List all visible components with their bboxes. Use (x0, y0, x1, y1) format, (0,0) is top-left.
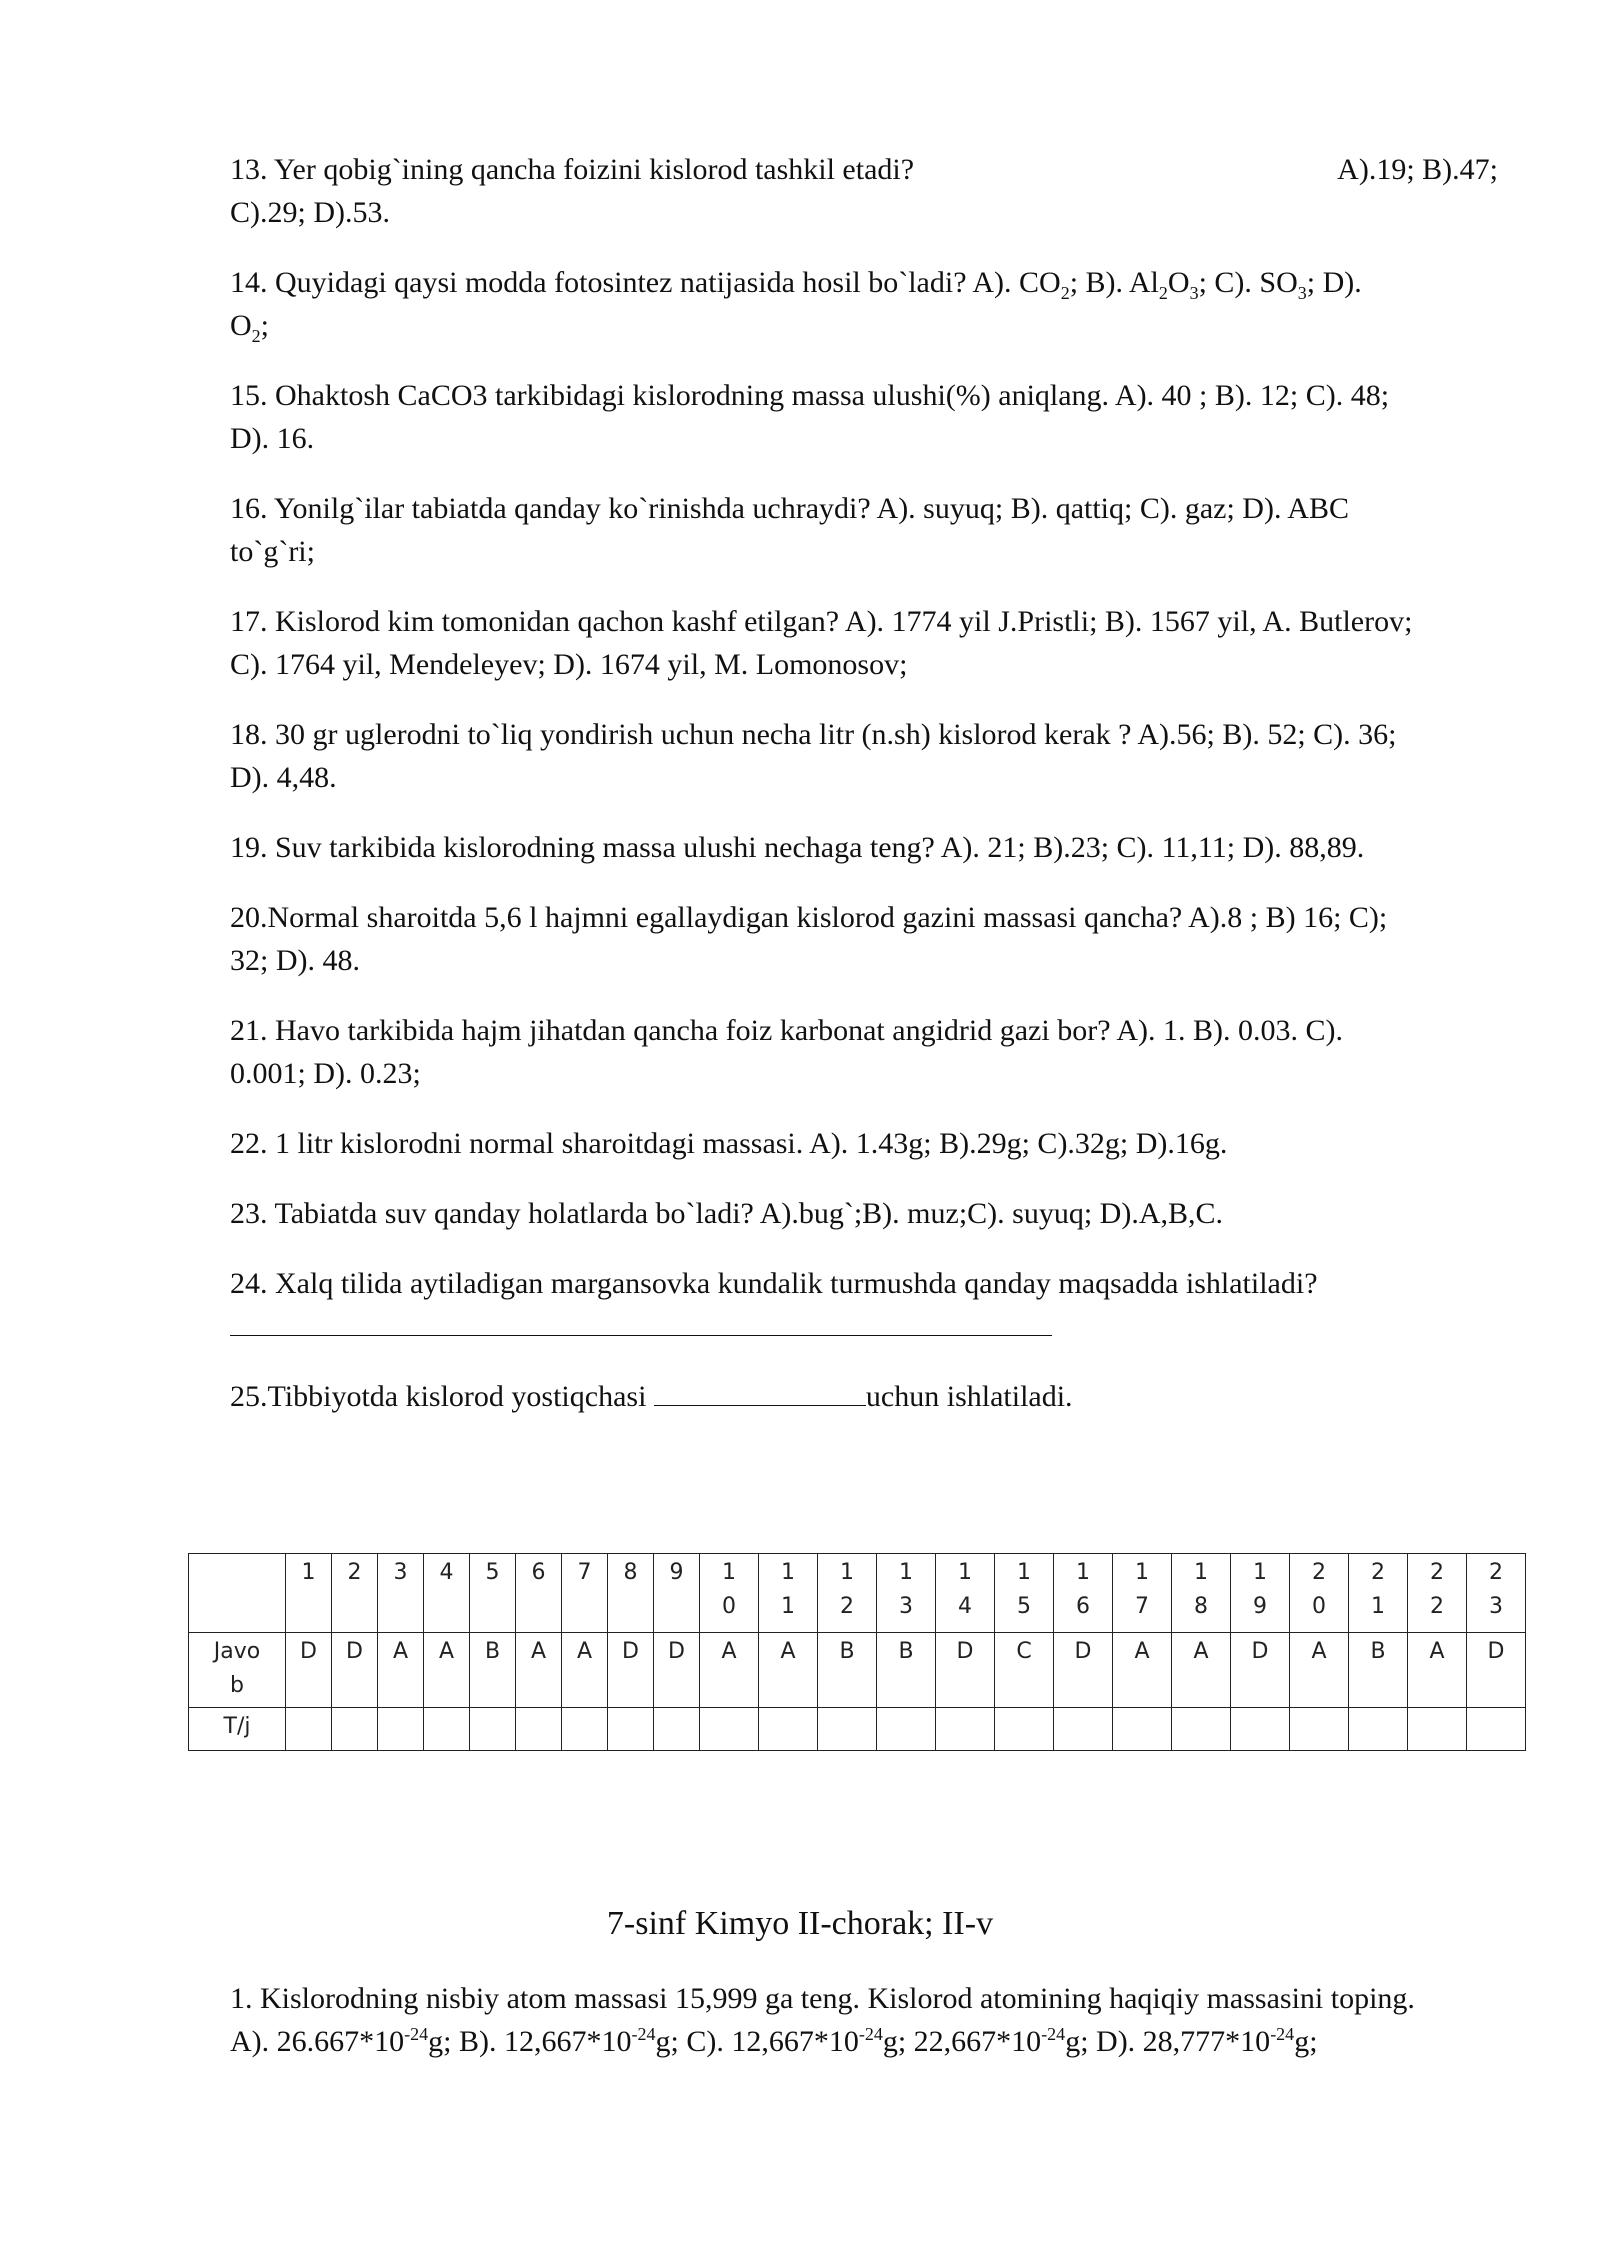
tj-cell[interactable] (332, 1708, 378, 1751)
answer-cell: A (1408, 1633, 1467, 1708)
question-1-text: A). 26.667*10 (230, 2025, 405, 2058)
tj-cell[interactable] (1290, 1708, 1349, 1751)
question-number-digit: 1 (1253, 1560, 1267, 1585)
tj-cell[interactable] (1054, 1708, 1113, 1751)
subscript: 3 (1189, 283, 1199, 303)
question-number-digit: 3 (393, 1560, 408, 1585)
question-number-digit: 1 (781, 1560, 795, 1585)
tj-cell[interactable] (759, 1708, 818, 1751)
question-15-line2: D). 16. (230, 422, 315, 455)
question-number-digit: 4 (439, 1560, 454, 1585)
row-label-javob (189, 1633, 286, 1708)
tj-cell[interactable] (286, 1708, 332, 1751)
table-row-answers (189, 1633, 1526, 1708)
row-label-part: Javo (213, 1639, 261, 1664)
subscript: 2 (1060, 283, 1070, 303)
superscript: -24 (631, 2024, 656, 2044)
question-number-digit: 8 (623, 1560, 638, 1585)
table-header-cell (608, 1554, 654, 1633)
question-1-text: g; C). 12,667*10 (655, 2025, 859, 2058)
answer-blank-line[interactable] (654, 1379, 866, 1406)
question-14-text: ; (260, 309, 270, 342)
superscript: -24 (858, 2024, 883, 2044)
question-list (230, 148, 1498, 1445)
question-number-digit: 2 (1371, 1560, 1385, 1585)
question-number-digit: 9 (1253, 1594, 1267, 1619)
question-number-digit: 5 (1017, 1594, 1031, 1619)
question-13-text: 13. Yer qobig`ining qancha foizini kislorod tashkil etadi? (230, 153, 915, 186)
answer-cell: D (654, 1633, 700, 1708)
question-24 (230, 1262, 1498, 1348)
question-number-digit: 2 (1430, 1594, 1444, 1619)
tj-cell[interactable] (1408, 1708, 1467, 1751)
answer-cell: A (516, 1633, 562, 1708)
question-21-line1: 21. Havo tarkibida hajm jihatdan qancha foiz karbonat angidrid gazi bor? A). 1. B). 0.03. C). (230, 1014, 1344, 1047)
question-20 (230, 896, 1498, 982)
answer-cell: A (1172, 1633, 1231, 1708)
table-header-cell (470, 1554, 516, 1633)
table-header-cell (516, 1554, 562, 1633)
question-number-digit: 5 (485, 1560, 500, 1585)
question-number-digit: 9 (669, 1560, 684, 1585)
question-25-text: uchun ishlatiladi. (865, 1380, 1073, 1413)
question-21 (230, 1009, 1498, 1095)
table-header-cell (1113, 1554, 1172, 1633)
answer-key-table (188, 1553, 1526, 1751)
question-number-digit: 1 (1194, 1560, 1208, 1585)
question-23 (230, 1192, 1498, 1235)
question-number-digit: 1 (301, 1560, 316, 1585)
question-15-line1: 15. Ohaktosh CaCO3 tarkibidagi kislorodning massa ulushi(%) aniqlang. A). 40 ; B). 12; C). 48; (230, 379, 1390, 412)
table-header-cell (818, 1554, 877, 1633)
question-number-digit: 1 (781, 1594, 795, 1619)
question-13-options-ab: A).19; B).47; (1337, 153, 1498, 186)
answer-cell: B (877, 1633, 936, 1708)
question-22-line1: 22. 1 litr kislorodni normal sharoitdagi massasi. A). 1.43g; B).29g; C).32g; D).16g. (230, 1127, 1228, 1160)
question-21-line2: 0.001; D). 0.23; (230, 1057, 421, 1090)
subscript: 2 (1158, 283, 1168, 303)
tj-cell[interactable] (1113, 1708, 1172, 1751)
question-number-digit: 8 (1194, 1594, 1208, 1619)
table-header-cell (654, 1554, 700, 1633)
question-19-line1: 19. Suv tarkibida kislorodning massa ulushi nechaga teng? A). 21; B).23; C). 11,11; D). 88,89. (230, 831, 1365, 864)
table-header-cell (286, 1554, 332, 1633)
answer-cell: A (759, 1633, 818, 1708)
question-25-text: 25.Tibbiyotda kislorod yostiqchasi (230, 1380, 654, 1413)
superscript: -24 (404, 2024, 429, 2044)
table-header-cell (1231, 1554, 1290, 1633)
answer-blank-line[interactable] (230, 1309, 1052, 1336)
table-header-cell (877, 1554, 936, 1633)
question-14 (230, 261, 1498, 347)
question-18-line2: D). 4,48. (230, 761, 337, 794)
table-header-cell (1467, 1554, 1526, 1633)
question-14-line2 (230, 304, 1498, 347)
question-20-line1: 20.Normal sharoitda 5,6 l hajmni egallaydigan kislorod gazini massasi qancha? A).8 ; B) 16; C); (230, 901, 1388, 934)
question-25-line1 (230, 1375, 1498, 1418)
tj-cell[interactable] (1231, 1708, 1290, 1751)
answer-cell: B (1349, 1633, 1408, 1708)
question-number-digit: 4 (958, 1594, 972, 1619)
question-18 (230, 713, 1498, 799)
question-number-digit: 1 (1076, 1560, 1090, 1585)
tj-cell[interactable] (877, 1708, 936, 1751)
question-number-digit: 3 (899, 1594, 913, 1619)
tj-cell[interactable] (378, 1708, 424, 1751)
table-header-cell (332, 1554, 378, 1633)
answer-cell: A (562, 1633, 608, 1708)
question-25 (230, 1375, 1498, 1418)
tj-cell[interactable] (1349, 1708, 1408, 1751)
superscript: -24 (1270, 2024, 1295, 2044)
question-number-digit: 2 (1430, 1560, 1444, 1585)
question-1-line1: 1. Kislorodning nisbiy atom massasi 15,999 ga teng. Kislorod atomining haqiqiy massasini toping. (230, 1982, 1415, 2015)
answer-cell: D (286, 1633, 332, 1708)
table-header-cell (759, 1554, 818, 1633)
table-header-cell (1349, 1554, 1408, 1633)
subscript: 3 (1297, 283, 1307, 303)
answer-cell: D (332, 1633, 378, 1708)
question-23-line1: 23. Tabiatda suv qanday holatlarda bo`ladi? A).bug`;B). muz;C). suyuq; D).A,B,C. (230, 1197, 1224, 1230)
question-14-text: O (1167, 266, 1190, 299)
question-22 (230, 1122, 1498, 1165)
table-header-cell (1408, 1554, 1467, 1633)
question-14-text: ; C). SO (1198, 266, 1298, 299)
answer-cell: B (470, 1633, 516, 1708)
question-number-digit: 1 (958, 1560, 972, 1585)
question-16-line2: to`g`ri; (230, 535, 315, 568)
tj-cell[interactable] (995, 1708, 1054, 1751)
tj-cell[interactable] (608, 1708, 654, 1751)
question-number-digit: 2 (1312, 1560, 1326, 1585)
answer-cell: D (608, 1633, 654, 1708)
question-number-digit: 1 (1017, 1560, 1031, 1585)
question-16-line1: 16. Yonilg`ilar tabiatda qanday ko`rinishda uchraydi? A). suyuq; B). qattiq; C). gaz; D). ABC (230, 492, 1349, 525)
answer-cell: A (1113, 1633, 1172, 1708)
answer-cell: B (818, 1633, 877, 1708)
question-1-line2 (230, 2020, 1498, 2063)
question-number-digit: 0 (722, 1594, 736, 1619)
tj-cell[interactable] (818, 1708, 877, 1751)
superscript: -24 (1041, 2024, 1066, 2044)
question-number-digit: 2 (1489, 1560, 1503, 1585)
question-18-line1: 18. 30 gr uglerodni to`liq yondirish uchun necha litr (n.sh) kislorod kerak ? A).56; B). 52; C). 36; (230, 718, 1397, 751)
table-header-cell (995, 1554, 1054, 1633)
answer-cell: D (1054, 1633, 1113, 1708)
question-14-text: O (230, 309, 252, 342)
tj-cell[interactable] (936, 1708, 995, 1751)
question-14-text: ; D). (1306, 266, 1362, 299)
question-15 (230, 374, 1498, 460)
question-1-text: g; (1294, 2025, 1318, 2058)
question-14-text: 14. Quyidagi qaysi modda fotosintez natijasida hosil bo`ladi? A). CO (230, 266, 1061, 299)
question-number-digit: 2 (840, 1594, 854, 1619)
question-13-line1 (230, 148, 1498, 191)
table-row-tj (189, 1708, 1526, 1751)
question-number-digit: 6 (1076, 1594, 1090, 1619)
question-number-digit: 1 (899, 1560, 913, 1585)
question-19 (230, 826, 1498, 869)
question-14-text: ; B). Al (1069, 266, 1159, 299)
table-header-cell (562, 1554, 608, 1633)
tj-cell[interactable] (654, 1708, 700, 1751)
tj-cell[interactable] (516, 1708, 562, 1751)
question-13-options-cd: C).29; D).53. (230, 196, 390, 229)
tj-cell[interactable] (1172, 1708, 1231, 1751)
table-header-cell (424, 1554, 470, 1633)
question-24-line1: 24. Xalq tilida aytiladigan margansovka kundalik turmushda qanday maqsadda ishlatiladi? (230, 1267, 1318, 1300)
row-label-part: b (230, 1673, 244, 1698)
question-number-digit: 1 (840, 1560, 854, 1585)
question-1-text: g; B). 12,667*10 (428, 2025, 632, 2058)
question-24-answer-blank[interactable] (230, 1305, 1498, 1348)
section-title: 7-sinf Kimyo II-chorak; II-v (606, 1905, 994, 1942)
question-number-digit: 1 (1371, 1594, 1385, 1619)
answer-cell: A (378, 1633, 424, 1708)
tj-cell[interactable] (424, 1708, 470, 1751)
answer-cell: D (1231, 1633, 1290, 1708)
table-header-cell (378, 1554, 424, 1633)
question-1-text: g; 22,667*10 (882, 2025, 1042, 2058)
answer-cell: A (1290, 1633, 1349, 1708)
question-20-line2: 32; D). 48. (230, 944, 360, 977)
question-16 (230, 487, 1498, 573)
question-number-digit: 1 (722, 1560, 736, 1585)
question-number-digit: 3 (1489, 1594, 1503, 1619)
answer-cell: A (424, 1633, 470, 1708)
table-header-cell (700, 1554, 759, 1633)
row-label-tj: T/j (189, 1708, 286, 1751)
question-number-digit: 2 (347, 1560, 362, 1585)
table-header-cell (1290, 1554, 1349, 1633)
question-number-digit: 0 (1312, 1594, 1326, 1619)
variant-2-question-1 (230, 1977, 1498, 2090)
answer-cell: A (700, 1633, 759, 1708)
answer-cell: C (995, 1633, 1054, 1708)
question-1-text: g; D). 28,777*10 (1065, 2025, 1271, 2058)
table-header-cell (1172, 1554, 1231, 1633)
question-number-digit: 7 (577, 1560, 592, 1585)
answer-table (188, 1553, 1526, 1751)
question-14-line1 (230, 261, 1498, 304)
answer-cell: D (1467, 1633, 1526, 1708)
tj-cell[interactable] (470, 1708, 516, 1751)
question-1 (230, 1977, 1498, 2063)
answer-cell: D (936, 1633, 995, 1708)
tj-cell[interactable] (562, 1708, 608, 1751)
question-17 (230, 600, 1498, 686)
question-number-digit: 1 (1135, 1560, 1149, 1585)
table-row-numbers (189, 1554, 1526, 1633)
question-17-line2: C). 1764 yil, Mendeleyev; D). 1674 yil, M. Lomonosov; (230, 648, 908, 681)
subscript: 2 (251, 326, 261, 346)
table-corner-cell (189, 1554, 286, 1633)
table-header-cell (936, 1554, 995, 1633)
question-number-digit: 7 (1135, 1594, 1149, 1619)
tj-cell[interactable] (1467, 1708, 1526, 1751)
question-number-digit: 6 (531, 1560, 546, 1585)
question-13 (230, 148, 1498, 234)
question-17-line1: 17. Kislorod kim tomonidan qachon kashf etilgan? A). 1774 yil J.Pristli; B). 1567 yil, A. Butlerov; (230, 605, 1413, 638)
tj-cell[interactable] (700, 1708, 759, 1751)
table-header-cell (1054, 1554, 1113, 1633)
